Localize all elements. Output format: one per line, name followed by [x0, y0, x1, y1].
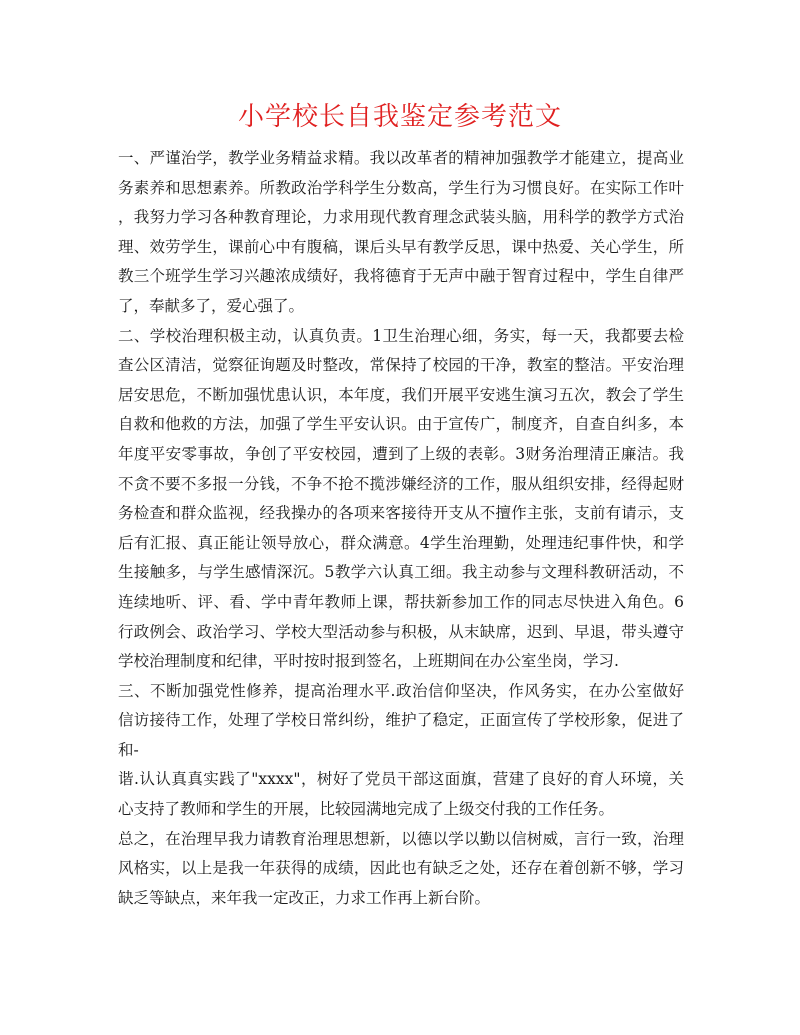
text-line: 了，奉献多了，爱心强了。: [118, 296, 305, 315]
text-line: 务素养和思想素养。所教政治学科学生分数高，学生行为习惯良好。在实际工作叶: [118, 178, 684, 197]
paragraph-1: [118, 144, 684, 322]
text-line: 连续地听、评、看、学中青年教师上课，帮扶新参加工作的同志尽快进入角色。6: [118, 592, 684, 611]
text-line: 二、学校治理积极主动，认真负责。1卫生治理心细，务实，每一天，我都要去检: [118, 326, 684, 345]
document-title: 小学校长自我鉴定参考范文: [237, 102, 562, 132]
text-line: 行政例会、政治学习、学校大型活动参与积极，从末缺席，迟到、早退，带头遵守: [118, 622, 684, 641]
text-line: 和-: [118, 740, 139, 759]
paragraph-2: [118, 322, 684, 677]
text-line: 三、不断加强党性修养，提高治理水平.政治信仰坚决，作风务实，在办公室做好: [118, 681, 684, 700]
text-line: 风格实，以上是我一年获得的成绩，因此也有缺乏之处，还存在着创新不够，学习: [118, 859, 684, 878]
text-line: 自救和他救的方法，加强了学生平安认识。由于宣传广，制度齐，自查自纠多，本: [118, 415, 684, 434]
text-line: 一、严谨治学，教学业务精益求精。我以改革者的精神加强教学才能建立，提高业: [118, 149, 684, 167]
text-line: 生接触多，与学生感情深沉。5教学六认真工细。我主动参与文理科教研活动，不: [118, 563, 684, 582]
text-line: 不贪不要不多报一分钱，不争不抢不揽涉嫌经济的工作，服从组织安排，经得起财: [118, 474, 684, 493]
paragraph-4: [118, 765, 684, 824]
paragraph-5: [118, 825, 684, 914]
text-line: 查公区清洁，觉察征询题及时整改，常保持了校园的干净，教室的整洁。平安治理: [118, 356, 684, 375]
text-line: 信访接待工作，处理了学校日常纠纷，维护了稳定，正面宣传了学校形象，促进了: [118, 711, 684, 730]
document-body: [118, 144, 684, 913]
paragraph-3: [118, 677, 684, 766]
text-line: 年度平安零事故，争创了平安校园，遭到了上级的表彰。3财务治理清正廉洁。我: [118, 444, 684, 463]
text-line: ，我努力学习各种教育理论，力求用现代教育理念武装头脑，用科学的教学方式治: [118, 208, 684, 227]
text-line: 心支持了教师和学生的开展，比较园满地完成了上级交付我的工作任务。: [118, 800, 615, 819]
text-line: 缺乏等缺点，来年我一定改正，力求工作再上新台阶。: [118, 888, 491, 907]
text-line: 总之，在治理早我力请教育治理思想新，以德以学以勤以信树威，言行一致，治理: [118, 829, 684, 848]
text-line: 学校治理制度和纪律，平时按时报到签名，上班期间在办公室坐岗，学习.: [118, 652, 619, 671]
text-line: 谐.认认真真实践了"xxxx"，树好了党员干部这面旗，营建了良好的育人环境，关: [118, 770, 684, 789]
text-line: 务检查和群众监视，经我操办的各项来客接待开支从不擅作主张，支前有请示，支: [118, 504, 684, 523]
text-line: 后有汇报、真正能让领导放心，群众满意。4学生治理勤，处理违纪事件快，和学: [118, 533, 684, 552]
text-line: 理、效劳学生，课前心中有腹稿，课后头早有教学反思，课中热爱、关心学生，所: [118, 237, 684, 256]
text-line: 居安思危，不断加强忧患认识，本年度，我们开展平安逃生演习五次，教会了学生: [118, 385, 684, 404]
text-line: 教三个班学生学习兴趣浓成绩好，我将德育于无声中融于智育过程中，学生自律严: [118, 267, 684, 286]
